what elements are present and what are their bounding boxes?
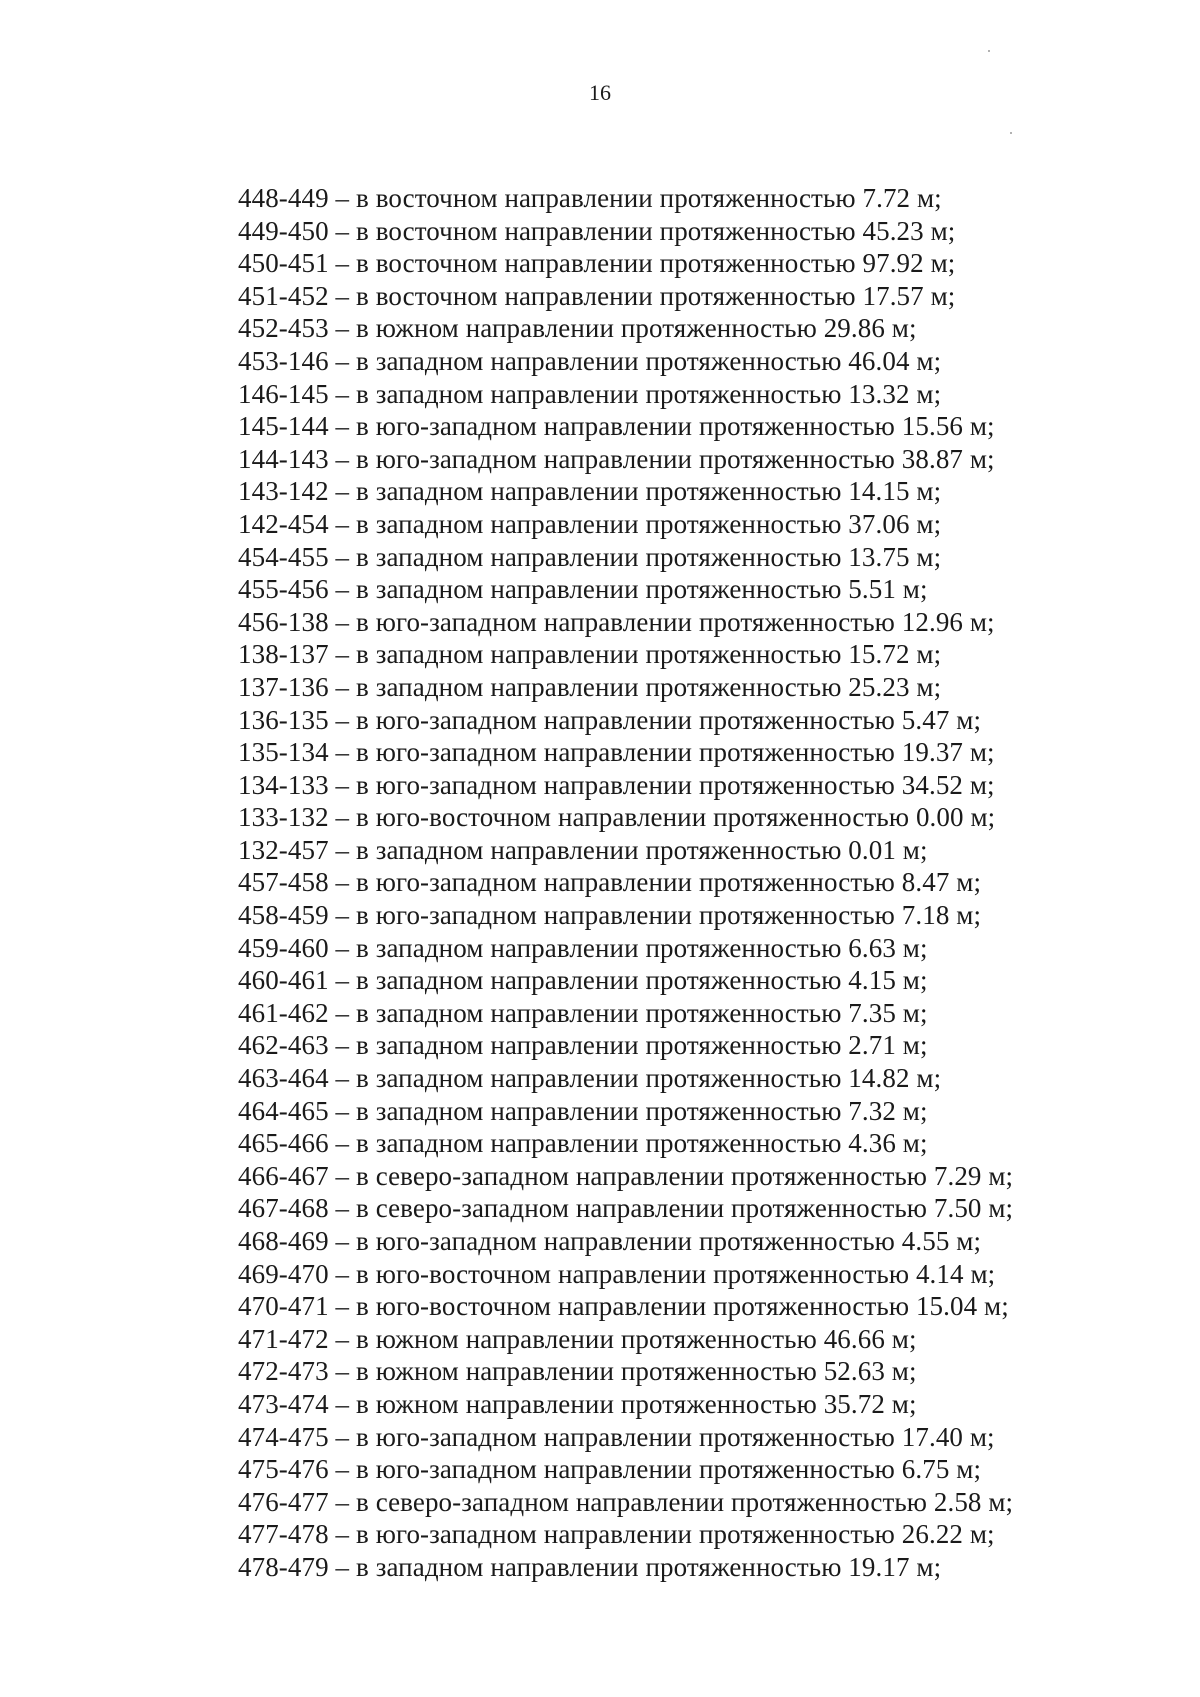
boundary-segment-line: 468-469 – в юго-западном направлении протяженностью 4.55 м; <box>238 1226 982 1256</box>
boundary-segment-line: 448-449 – в восточном направлении протяженностью 7.72 м; <box>238 183 942 213</box>
boundary-segment-line: 469-470 – в юго-восточном направлении протяженностью 4.14 м; <box>238 1258 996 1289</box>
boundary-segment-line: 136-135 – в юго-западном направлении протяженностью 5.47 м; <box>238 704 982 735</box>
boundary-segment-line: 449-450 – в восточном направлении протяженностью 45.23 м; <box>238 215 956 246</box>
boundary-segment-line: 466-467 – в северо-западном направлении протяженностью 7.29 м; <box>238 1160 1014 1191</box>
boundary-segment-line: 145-144 – в юго-западном направлении протяженностью 15.56 м; <box>238 411 995 442</box>
boundary-segment-line: 467-468 – в северо-западном направлении протяженностью 7.50 м; <box>238 1193 1014 1224</box>
boundary-segment-line: 457-458 – в юго-западном направлении протяженностью 8.47 м; <box>238 867 982 898</box>
boundary-segment-line: 477-478 – в юго-западном направлении протяженностью 26.22 м; <box>238 1519 995 1550</box>
boundary-segment-line: 460-461 – в западном направлении протяженностью 4.15 м; <box>238 965 928 996</box>
boundary-segment-list <box>238 182 1138 1584</box>
boundary-segment-line: 133-132 – в юго-восточном направлении протяженностью 0.00 м; <box>238 802 996 833</box>
boundary-segment-line: 452-453 – в южном направлении протяженностью 29.86 м; <box>238 313 917 344</box>
boundary-segment-line: 459-460 – в западном направлении протяженностью 6.63 м; <box>238 932 928 963</box>
boundary-segment-line: 453-146 – в западном направлении протяженностью 46.04 м; <box>238 345 942 376</box>
boundary-segment-line: 135-134 – в юго-западном направлении протяженностью 19.37 м; <box>238 737 995 768</box>
boundary-segment-line: 450-451 – в восточном направлении протяженностью 97.92 м; <box>238 248 956 279</box>
boundary-segment-line: 456-138 – в юго-западном направлении протяженностью 12.96 м; <box>238 606 995 637</box>
boundary-segment-line: 470-471 – в юго-восточном направлении протяженностью 15.04 м; <box>238 1291 1009 1322</box>
boundary-segment-line: 471-472 – в южном направлении протяженностью 46.66 м; <box>238 1323 917 1354</box>
boundary-segment-line: 454-455 – в западном направлении протяженностью 13.75 м; <box>238 541 942 572</box>
boundary-segment-line: 142-454 – в западном направлении протяженностью 37.06 м; <box>238 508 942 539</box>
boundary-segment-line: 451-452 – в восточном направлении протяженностью 17.57 м; <box>238 280 956 311</box>
boundary-segment-line: 134-133 – в юго-западном направлении протяженностью 34.52 м; <box>238 769 995 800</box>
boundary-segment-line: 474-475 – в юго-западном направлении протяженностью 17.40 м; <box>238 1421 995 1452</box>
boundary-segment-line: 478-479 – в западном направлении протяженностью 19.17 м; <box>238 1551 942 1582</box>
boundary-segment-line: 137-136 – в западном направлении протяженностью 25.23 м; <box>238 671 942 702</box>
boundary-segment-line: 462-463 – в западном направлении протяженностью 2.71 м; <box>238 1030 928 1061</box>
boundary-segment-line: 461-462 – в западном направлении протяженностью 7.35 м; <box>238 997 928 1028</box>
scan-speck <box>988 50 990 52</box>
boundary-segment-line: 458-459 – в юго-западном направлении протяженностью 7.18 м; <box>238 900 982 931</box>
boundary-segment-line: 473-474 – в южном направлении протяженностью 35.72 м; <box>238 1388 917 1419</box>
boundary-segment-line: 472-473 – в южном направлении протяженностью 52.63 м; <box>238 1356 917 1387</box>
boundary-segment-line: 464-465 – в западном направлении протяженностью 7.32 м; <box>238 1095 928 1126</box>
boundary-segment-line: 455-456 – в западном направлении протяженностью 5.51 м; <box>238 574 928 605</box>
boundary-segment-line: 476-477 – в северо-западном направлении протяженностью 2.58 м; <box>238 1486 1014 1517</box>
boundary-segment-line: 475-476 – в юго-западном направлении протяженностью 6.75 м; <box>238 1454 982 1485</box>
page-number: 16 <box>589 80 611 105</box>
scan-speck <box>1010 132 1012 134</box>
boundary-segment-line: 143-142 – в западном направлении протяженностью 14.15 м; <box>238 476 942 507</box>
boundary-segment-line: 465-466 – в западном направлении протяженностью 4.36 м; <box>238 1128 928 1159</box>
boundary-segment-line: 144-143 – в юго-западном направлении протяженностью 38.87 м; <box>238 443 995 474</box>
boundary-segment-line: 132-457 – в западном направлении протяженностью 0.01 м; <box>238 834 928 865</box>
boundary-segment-line: 463-464 – в западном направлении протяженностью 14.82 м; <box>238 1063 942 1094</box>
boundary-segment-line: 138-137 – в западном направлении протяженностью 15.72 м; <box>238 639 942 670</box>
boundary-segment-line: 146-145 – в западном направлении протяженностью 13.32 м; <box>238 378 942 409</box>
